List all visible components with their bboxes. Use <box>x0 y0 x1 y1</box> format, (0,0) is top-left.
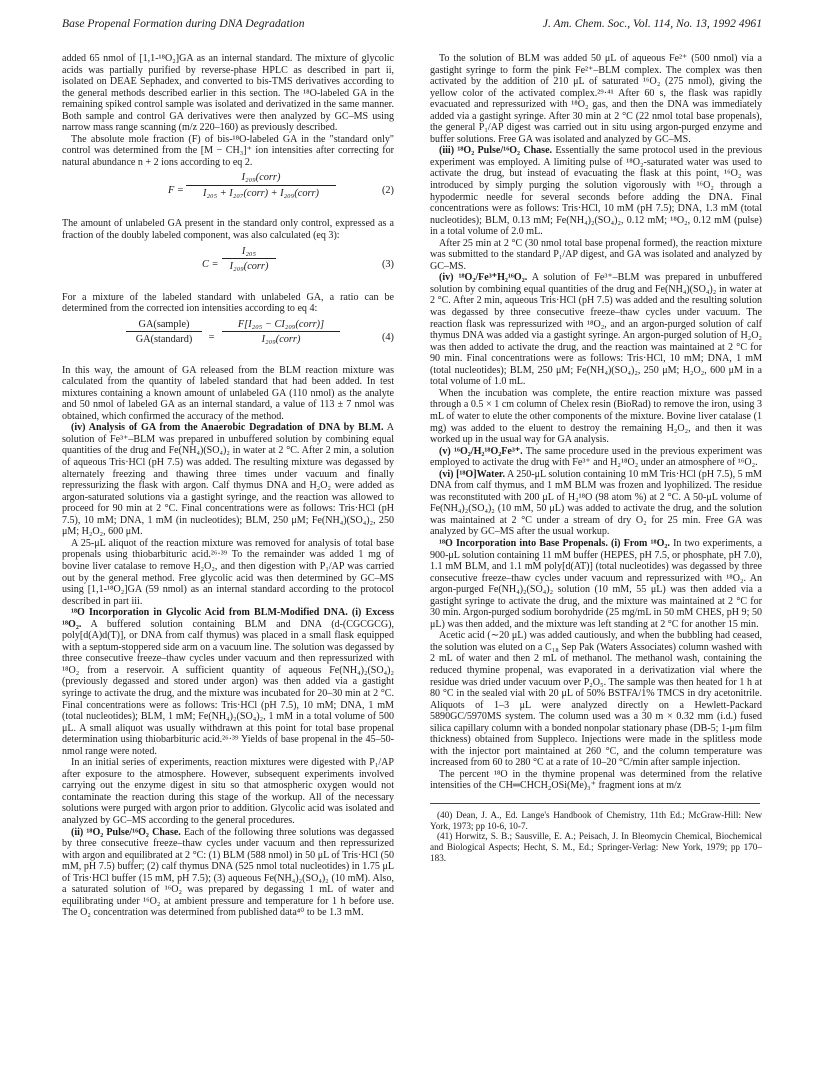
paragraph-body: Each of the following three solutions was degassed by three consecutive freeze–thaw cycles under vacuum and then repressurized with argon and equilibrated at 2 °C: (1) BLM (588 nmol) in 50 μL of Tris·HCl (50 mM, pH 7.5) buffer; (2) calf thymus DNA (525 nmol total nucleotides) in 1.75 μL of Tris·HCl buffer (15 mM, pH 7.5); (3) aqueous Fe(NH₄)₂(SO₄)₂ (10 mM). Also, a saturated solution of ¹⁶O₂ was prepared by degassing 1 mL of water and equilibrating under ¹⁶O₂ at ambient pressure and temperature for 1 h before use. The O₂ concentration was determined from published data⁴⁰ to be 1.3 mM. <box>62 826 394 919</box>
paragraph <box>430 538 762 630</box>
paragraph: To the solution of BLM was added 50 μL of aqueous Fe²⁺ (500 nmol) via a gastight syringe to form the pink Fe²⁺–BLM complex. The complex was then activated by the addition of 210 μL of saturated ¹⁶O₂ (275 nmol), giving the yellow color of the activated complex.²⁹·⁴¹ After 60 s, the flask was rapidly evacuated and repressurized with ¹⁸O₂ gas, and then the DNA was immediately added via a gastight syringe. After 30 min at 2 °C (22 nmol total base propenals), the general P₁/AP digest was carried out in situ using argon-purged enzyme and buffer solutions. Free GA was isolated and analyzed by GC–MS. <box>430 53 762 145</box>
equation-number: (3) <box>381 258 394 270</box>
paragraph <box>62 422 394 537</box>
equation-denominator: I₂₀₅ + I₂₀₇(corr) + I₂₀₉(corr) <box>203 188 319 200</box>
equation-fraction <box>222 319 340 346</box>
equation-numerator: GA(sample) <box>126 319 202 333</box>
paragraph: For a mixture of the labeled standard with unlabeled GA, a ratio can be determined from the corrected ion intensities according to eq 4: <box>62 291 394 315</box>
equation-fraction <box>186 172 336 199</box>
paragraph: After 25 min at 2 °C (30 nmol total base propenal formed), the reaction mixture was submitted to the standard P₁/AP digest, and GA was isolated and analyzed by GC–MS. <box>430 237 762 272</box>
paragraph: added 65 nmol of [1,1-¹⁸O₂]GA as an internal standard. The mixture of glycolic acids was partially purified by reverse-phase HPLC as described in part ii, isolated on DEAE Sephadex, and converted to bis-TMS derivatives according to the general methods described earlier in this section. The ¹⁸O-labeled GA in the remaining spiked control sample was isolated and derivatized in the same manner. Both sample and control GA derivatives were then analyzed by GC–MS using narrow mass range scanning (m/z 220–160) as previously described. <box>62 53 394 134</box>
equation-3 <box>62 246 394 286</box>
paragraph <box>62 827 394 919</box>
paragraph: When the incubation was complete, the entire reaction mixture was passed through a 0.5 × 1 cm column of Chelex resin (BioRad) to remove the iron, using 3 mL of water to elute the other components of the mixture. Bovine liver catalase (1 mg) was added to the eluent to destroy the remaining H₂O₂, and then it was worked up in the usual way for GA analysis. <box>430 387 762 446</box>
section-heading: ¹⁸O Incorporation into Base Propenals. (i) From ¹⁸O₂. <box>439 537 670 549</box>
equation-denominator: I₂₀₉(corr) <box>261 334 301 346</box>
equation-numerator: I₂₀₅ <box>222 246 276 260</box>
running-header <box>62 17 762 33</box>
section-heading: (ii) ¹⁸O₂ Pulse/¹⁶O₂ Chase. <box>71 826 181 838</box>
left-column <box>62 53 394 919</box>
paragraph-body: A buffered solution containing BLM and DNA (d-(CGCGCG), poly[d(A)d(T)], or DNA from calf thymus) was placed in a small flask equipped with a septum-stoppered side arm on a vacuum line. The solution was degassed by three consecutive freeze–thaw cycles under vacuum and then repressurized with ¹⁸O₂ from a reservoir. A sufficient quantity of aqueous Fe(NH₄)₂(SO₄)₂ (previously degassed and stored under argon) was then added via a gastight syringe to activate the drug, and the mixture was incubated for 20–30 min at 2 °C. Final concentrations were as follows: Tris·HCl (pH 7.5), 10 mM; DNA, 1 mM (total nucleotides); BLM, 1 mM; Fe(NH₄)₂(SO₄)₂, 1 mM in a total volume of 500 μL. A small aliquot was usually withdrawn at this point for total base propenal determination using thiobarbituric acid.²⁶·³⁹ Yields of base propenal in the 45–50-nmol range were noted. <box>62 618 394 757</box>
paragraph: The absolute mole fraction (F) of bis-¹⁸O-labeled GA in the "standard only" control was determined from the [M − CH₃]⁺ ion intensities after correcting for natural abundance n + 2 ions according to eq 2. <box>62 133 394 168</box>
equation-numerator: F[I₂₀₅ − CI₂₀₉(corr)] <box>222 319 340 333</box>
running-title: Base Propenal Formation during DNA Degradation <box>62 17 305 30</box>
equation-number: (4) <box>381 331 394 343</box>
section-heading: (iv) ¹⁸O₂/Fe³⁺H₂¹⁶O₂. <box>439 272 528 284</box>
equation-numerator: I₂₀₉(corr) <box>186 172 336 186</box>
paragraph <box>430 469 762 538</box>
equation-denominator: I₂₀₉(corr) <box>229 261 269 273</box>
paragraph: The amount of unlabeled GA present in the standard only control, expressed as a fraction of the doubly labeled component, was also calculated (eq 3): <box>62 218 394 242</box>
paragraph <box>430 145 762 237</box>
paragraph <box>62 607 394 757</box>
section-heading: (iii) ¹⁸O₂ Pulse/¹⁶O₂ Chase. <box>439 145 553 157</box>
section-heading: ¹⁸O Incorporation in Glycolic Acid from BLM-Modified DNA. (i) Excess ¹⁸O₂. <box>62 607 394 630</box>
paragraph-body: A solution of Fe³⁺–BLM was prepared in unbuffered solution by combining equal quantities of the drug and Fe(NH₄)(SO₄)₂ in water at 2 °C. After 2 min, aqueous Tris·HCl (pH 7.5) was added and the resulting solution was degassed by three consecutive freeze–thaw cycles under vacuum. The reaction flask was repressurized with ¹⁸O₂, and an argon-purged solution of calf thymus DNA was added via a gastight syringe. An argon-purged solution of H₂O₂ was then added to activate the drug, and the reaction was maintained at 2 °C for 90 min. Final concentrations were as follows: Tris·HCl, 10 mM; DNA, 1 mM (total nucleotides); BLM, 250 μM; Fe(NH₄)(SO₄)₂, 250 μM; H₂O₂, 600 μM in a total volume of 1.0 mL. <box>430 272 762 388</box>
right-column <box>430 53 762 864</box>
paragraph: In this way, the amount of GA released from the BLM reaction mixture was calculated from the quantity of labeled standard that had been added. In test mixtures containing a known amount of unlabeled GA (110 nmol) as the analyte and 50 nmol of labeled GA as an internal standard, a value of 113 ± 7 nmol was obtained, which confirmed the accuracy of the method. <box>62 364 394 422</box>
equation-fraction <box>222 246 276 273</box>
equation-4 <box>62 319 394 359</box>
equation-lhs: C = <box>202 258 219 270</box>
equals-sign: = <box>208 331 215 343</box>
equation-denominator: GA(standard) <box>135 334 193 346</box>
references <box>430 810 762 864</box>
paragraph: A 25-μL aliquot of the reaction mixture was removed for analysis of total base propenals using thiobarbituric acid.²⁶·³⁹ To the remainder was added 1 mg of bovine liver catalase to remove H₂O₂, and then digestion with P₁/AP was carried out by the general method. Free glycolic acid was then determined by GC–MS using [1,1-¹⁸O₂]GA (59 nmol) as an internal standard according to the protocol described in part iii. <box>62 537 394 607</box>
paragraph: In an initial series of experiments, reaction mixtures were digested with P₁/AP after exposure to the atmosphere. However, subsequent experiments involved carrying out the enzyme digest in situ so that atmospheric oxygen would not contaminate the reaction during this stage of the workup. All of the necessary solutions were purged with argon prior to addition. Glycolic acid was isolated and analyzed by GC–MS according to the general procedures. <box>62 757 394 826</box>
paragraph <box>430 446 762 469</box>
section-heading: (iv) Analysis of GA from the Anaerobic Degradation of DNA by BLM. <box>71 422 384 434</box>
equation-number: (2) <box>381 185 394 197</box>
reference-item: (41) Horwitz, S. B.; Sausville, E. A.; Peisach, J. In Bleomycin Chemical, Biochemical and Biological Aspects; Hecht, S. M., Ed.; Springer-Verlag: New York, 1979; pp 170–183. <box>430 831 762 863</box>
paragraph: The percent ¹⁸O in the thymine propenal was determined from the relative intensities of the CH═CHCH₂OSi(Me)₃⁺ fragment ions at m/z <box>430 768 762 792</box>
section-heading: (vi) [¹⁸O]Water. <box>439 468 505 480</box>
equation-lhs: F = <box>168 185 184 197</box>
paragraph <box>430 272 762 387</box>
section-heading: (v) ¹⁶O₂/H₂¹⁸O₂Fe³⁺. <box>439 445 523 457</box>
paragraph-body: A solution of Fe³⁺–BLM was prepared in unbuffered solution by combining equal quantities of the drug and Fe(NH₄)(SO₄)₂ in water at 2 °C. After 2 min, a solution of aqueous Tris·HCl (pH 7.5) was added. The resulting mixture was degassed by alternately freezing and thawing three times under vacuum and finally repressurizing the flask with argon. Calf thymus DNA and H₂O₂ were added as argon-saturated solutions via a gastight syringe, and the reaction was allowed to proceed for 90 min at 2 °C. Final concentrations were as follows: Tris·HCl (pH 7.5), 10 mM; DNA, 1 mM (in nucleotides); BLM, 250 μM; Fe(NH₄)(SO₄)₂, 250 μM; H₂O₂, 600 μM. <box>62 422 394 538</box>
paragraph-body: A 250-μL solution containing 10 mM Tris·HCl (pH 7.5), 5 mM DNA from calf thymus, and 1 mM BLM was frozen and lyophilized. The residue was reconstituted with 200 μL of H₂¹⁸O (98 atom %) at 2 °C. A 50-μL volume of Fe(NH₄)₂(SO₄)₂ (10 mM, 50 μL) was added to activate the drug, and the solution was maintained at 2 °C under a stream of dry O₂ for 25 min. Free GA was analyzed by GC–MS after the usual workup. <box>430 468 762 538</box>
paragraph-body: Essentially the same protocol used in the previous experiment was employed. A limiting pulse of ¹⁸O₂-saturated water was used to activate the drug, but instead of evacuating the flask at this point, ¹⁶O₂ was introduced by simply purging the solution vigorously with ¹⁶O₂ through a hypodermic needle for several seconds before adding the DNA. Final concentrations were as follows: Tris·HCl, 10 mM (pH 7.5); DNA, 1.3 mM (total nucleotides); BLM, 0.13 mM; Fe(NH₄)₂(SO₄)₂, 0.12 mM; ¹⁸O₂, 0.12 mM (pulse) in a total volume of 2.0 mL. <box>430 145 763 238</box>
paragraph-body: In two experiments, a 900-μL solution containing 11 mM buffer (HEPES, pH 7.5, or phosphate, pH 7.0), 1.1 mM BLM, and 1.1 mM poly[d(AT)] (total nucleotides) was degassed by three consecutive freeze–thaw cycles under vacuum and repressurized with ¹⁸O₂. An argon-purged Fe(NH₄)₂(SO₄)₂ solution (10 mM, 55 μL) was then added via a gastight syringe to activate the drug, and the mixture was maintained at 2 °C for 30 min. Argon-purged sodium borohydride (25 mg/mL in 50 mM CHES, pH 9; 50 μL) was then added, and the mixture was left standing at 2 °C for another 15 min. <box>430 537 762 630</box>
reference-item: (40) Dean, J. A., Ed. Lange's Handbook of Chemistry, 11th Ed.; McGraw-Hill: New York, 1973; pp 10-6, 10-7. <box>430 810 762 831</box>
journal-citation: J. Am. Chem. Soc., Vol. 114, No. 13, 1992 4961 <box>542 17 762 30</box>
footnote-divider <box>430 803 760 804</box>
equation-2 <box>62 172 394 212</box>
equation-lhs-fraction <box>126 319 202 346</box>
paragraph: Acetic acid (∼20 μL) was added cautiously, and when the bubbling had ceased, the solution was eluted on a C₁₈ Sep Pak (Waters Associates) column washed with 2 mL of water and then 2 mL of methanol. The methanol wash, containing the reduced thymine propenal, was evaporated in a derivatization vial where the residue was dried under vacuum over P₂O₅. The sample was then heated for 1 h at 80 °C in the sealed vial with 20 μL of 50% BSTFA/1% TMCS in dry acetonitrile. Aliquots of 1–3 μL were analyzed directly on a Hewlett-Packard 5890GC/5970MS system. The column used was a 30 m × 0.32 mm (i.d.) fused silica capillary column with a bonded nonpolar stationary phase (DB-5; 1-μm film thickness) obtained from Suppleco. Injections were made in the splitless mode with the injector port maintained at 260 °C, and the column temperature was increased from 60 to 280 °C at a rate of 10–20 °C/min after sample injection. <box>430 630 762 769</box>
paragraph-body: The same procedure used in the previous experiment was employed to activate the drug with Fe³⁺ and H₂¹⁸O₂ under an atmosphere of ¹⁶O₂. <box>430 445 762 469</box>
